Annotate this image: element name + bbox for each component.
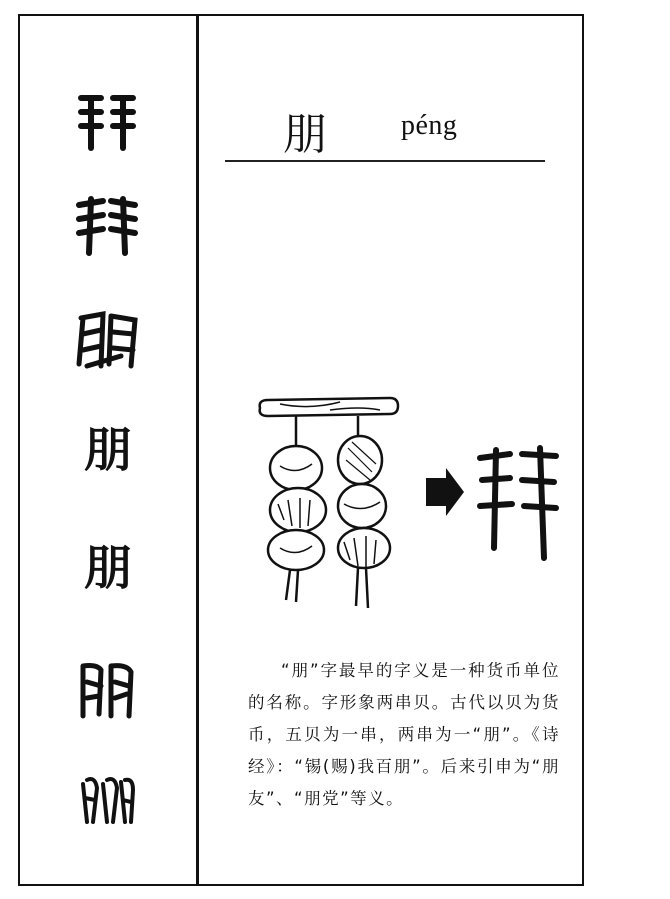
entry-pinyin: péng xyxy=(401,110,458,141)
regular-glyph: 朋 xyxy=(83,540,132,596)
bronze-glyph xyxy=(20,191,196,269)
column-divider xyxy=(196,16,199,884)
cowrie-strings-illustration xyxy=(240,380,580,620)
running-glyph xyxy=(20,656,196,734)
header-rule xyxy=(225,160,545,162)
oracle-bone-glyph xyxy=(20,88,196,166)
cursive-glyph xyxy=(20,764,196,842)
entry-header xyxy=(205,88,545,168)
clerical-glyph: 朋 xyxy=(83,422,132,478)
entry-character: 朋 xyxy=(283,109,327,160)
entry-description: “朋”字最早的字义是一种货币单位的名称。字形象两串贝。古代以贝为货币，五贝为一串，两串为一“朋”。《诗经》：“锡(赐)我百朋”。后来引申为“朋友”、“朋党”等义。 xyxy=(248,661,560,808)
seal-glyph xyxy=(20,306,196,384)
glyph-evolution-column xyxy=(20,16,196,884)
